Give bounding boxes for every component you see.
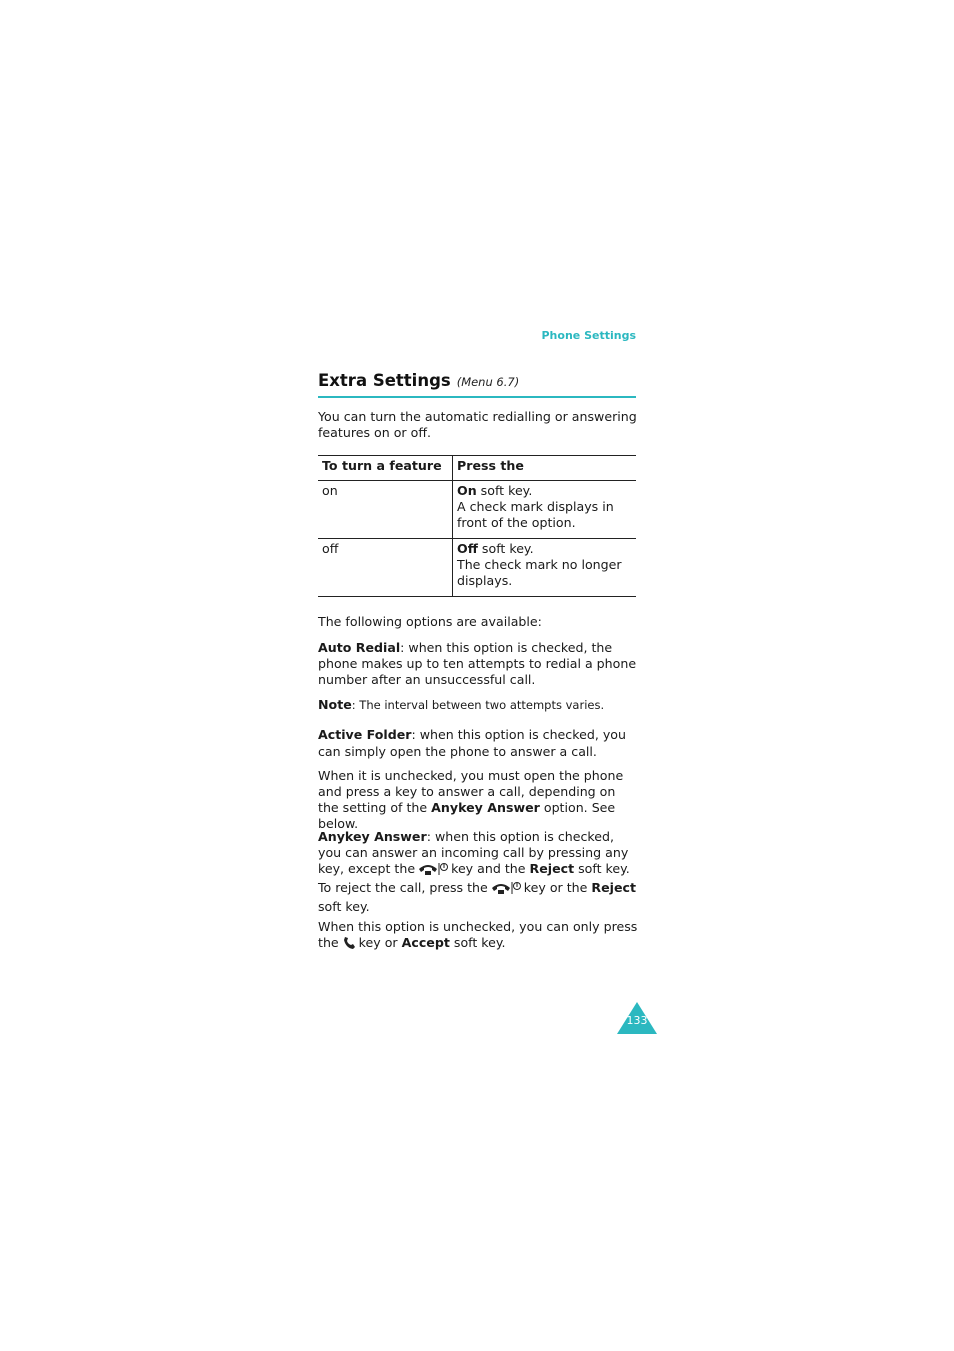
table-row (318, 539, 636, 597)
text-run: key or (358, 935, 402, 950)
text-run: option. See below. (318, 800, 616, 831)
note-label: Note (318, 697, 352, 712)
soft-key-suffix: soft key. (476, 483, 533, 498)
accept-ref: Accept (401, 935, 450, 950)
active-folder-paragraph (318, 726, 638, 760)
section-header: Phone Settings (541, 329, 636, 342)
anykey-answer-paragraph (318, 829, 638, 915)
active-folder-unchecked-paragraph (318, 768, 638, 832)
table-header-press: Press the (453, 456, 637, 481)
end-power-key-icon (418, 862, 448, 880)
heading-title: Extra Settings (318, 371, 451, 390)
table-cell-action (453, 481, 637, 539)
auto-redial-paragraph (318, 640, 638, 688)
table-cell-detail: The check mark no longer displays. (457, 557, 622, 588)
note-text: : The interval between two attempts varies. (351, 698, 605, 712)
text-run: When it is unchecked, you must open the phone and press a key to answer a call, depending on the setting of the (318, 768, 624, 815)
active-folder-label: Active Folder (318, 727, 412, 742)
text-run: key or the (523, 880, 592, 895)
intro-paragraph: You can turn the automatic redialling or answering features on or off. (318, 409, 637, 440)
page-heading (318, 371, 636, 398)
table-header-feature: To turn a feature (318, 456, 453, 481)
auto-redial-label: Auto Redial (318, 640, 401, 655)
heading-menu-ref: (Menu 6.7) (456, 375, 520, 389)
table-row (318, 481, 636, 539)
table-cell-feature: on (318, 481, 453, 539)
soft-key-name: On (457, 483, 477, 498)
text-run: When this option is unchecked, you can only press the (318, 919, 638, 950)
anykey-answer-label: Anykey Answer (318, 829, 427, 844)
send-key-icon (342, 936, 356, 954)
feature-table (318, 455, 636, 597)
text-run: key and the (451, 861, 530, 876)
page-number: 133 (626, 1014, 648, 1027)
table-cell-action (453, 539, 637, 597)
options-intro: The following options are available: (318, 614, 542, 629)
text-run: soft key. To reject the call, press the (318, 861, 630, 895)
text-run: : when this option is checked, you can answer an incoming call by pressing any key, except the (318, 829, 629, 876)
end-power-key-icon (491, 881, 521, 899)
anykey-unchecked-paragraph (318, 919, 638, 954)
soft-key-suffix: soft key. (477, 541, 534, 556)
anykey-answer-ref: Anykey Answer (431, 800, 540, 815)
soft-key-name: Off (457, 541, 478, 556)
reject-ref: Reject (591, 880, 636, 895)
reject-ref: Reject (529, 861, 575, 876)
table-cell-detail: A check mark displays in front of the option. (457, 499, 614, 530)
note-paragraph (318, 697, 638, 713)
active-folder-text: : when this option is checked, you can simply open the phone to answer a call. (318, 727, 626, 759)
auto-redial-text: : when this option is checked, the phone makes up to ten attempts to redial a phone number after an unsuccessful call. (318, 640, 637, 687)
text-run: soft key. (318, 899, 370, 914)
text-run: soft key. (449, 935, 506, 950)
table-cell-feature: off (318, 539, 453, 597)
